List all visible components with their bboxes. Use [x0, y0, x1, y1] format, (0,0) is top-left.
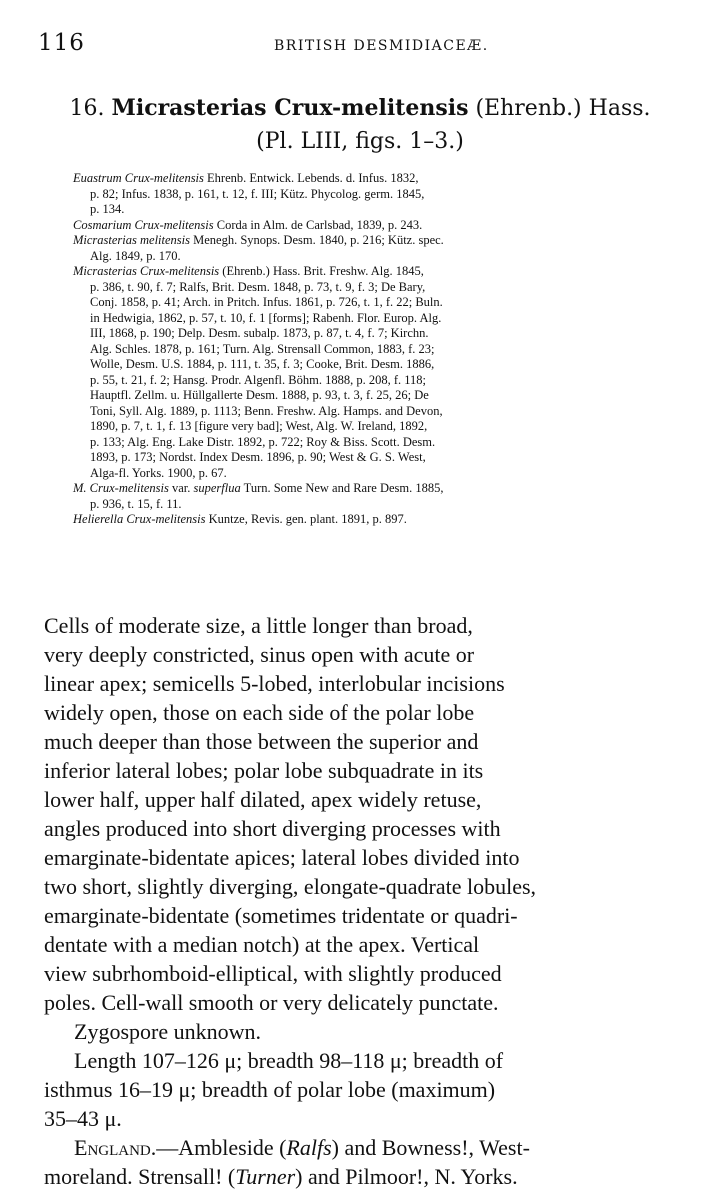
distribution-line-2: moreland. Strensall! (Turner) and Pilmoor!, N. Yorks.	[44, 1164, 518, 1189]
description-line: dentate with a median notch) at the apex. Vertical	[44, 932, 480, 957]
dimensions-line: isthmus 16–19 μ; breadth of polar lobe (maximum)	[44, 1077, 496, 1102]
description-line: inferior lateral lobes; polar lobe subquadrate in its	[44, 758, 484, 783]
dimensions-line: 35–43 μ.	[44, 1106, 122, 1131]
species-number: 16.	[69, 96, 105, 121]
description-line: very deeply constricted, sinus open with acute or	[44, 642, 475, 667]
description	[44, 611, 684, 1191]
synonym-line: Hauptfl. Zellm. u. Hüllgallerte Desm. 1888, p. 93, t. 3, f. 25, 26; De	[90, 388, 429, 402]
synonym-line: 1890, p. 7, t. 1, f. 13 [figure very bad]; West, Alg. W. Ireland, 1892,	[90, 419, 428, 433]
page-number: 116	[38, 30, 85, 56]
dimensions	[44, 1046, 684, 1133]
description-line: lower half, upper half dilated, apex widely retuse,	[44, 787, 482, 812]
species-name: Micrasterias Crux-melitensis	[111, 95, 469, 121]
synonym-taxon: Cosmarium Crux-melitensis	[73, 217, 214, 232]
description-body	[44, 611, 684, 1017]
synonym-taxon: Micrasterias Crux-melitensis	[73, 264, 220, 278]
synonym-line: p. 55, t. 21, f. 2; Hansg. Prodr. Algenfl. Böhm. 1888, p. 208, f. 118;	[90, 372, 426, 387]
synonym-line: Conj. 1858, p. 41; Arch. in Pritch. Infus. 1861, p. 726, t. 1, f. 22; Buln.	[90, 295, 443, 309]
description-line: widely open, those on each side of the polar lobe	[44, 700, 475, 725]
synonymy	[73, 171, 678, 528]
synonym-line: Euastrum Crux-melitensis Ehrenb. Entwick. Lebends. d. Infus. 1832,	[73, 171, 419, 185]
dimensions-line: Length 107–126 μ; breadth 98–118 μ; breadth of	[74, 1048, 504, 1073]
description-line: two short, slightly diverging, elongate-quadrate lobules,	[44, 874, 537, 899]
description-line: poles. Cell-wall smooth or very delicately punctate.	[44, 990, 499, 1015]
description-line: much deeper than those between the superior and	[44, 729, 479, 754]
description-line: emarginate-bidentate (sometimes tridentate or quadri-	[44, 903, 518, 928]
species-title	[40, 92, 680, 158]
synonym-line: Micrasterias melitensis Menegh. Synops. Desm. 1840, p. 216; Kütz. spec.	[73, 233, 444, 247]
distribution-line-1: England.—Ambleside (Ralfs) and Bowness!, West-	[74, 1135, 530, 1160]
synonym-taxon: M. Crux-melitensis	[73, 481, 169, 495]
synonym-line: M. Crux-melitensis var. superflua Turn. Some New and Rare Desm. 1885,	[73, 481, 444, 495]
page-header	[38, 30, 672, 60]
running-head: BRITISH DESMIDIACEÆ.	[274, 38, 489, 54]
description-line: angles produced into short diverging processes with	[44, 816, 501, 841]
synonym-line: Helierella Crux-melitensis Kuntze, Revis. gen. plant. 1891, p. 897.	[73, 512, 407, 526]
synonym-taxon: Euastrum Crux-melitensis	[73, 171, 204, 185]
synonym-line: Cosmarium Crux-melitensis Corda in Alm. de Carlsbad, 1839, p. 243.	[73, 217, 423, 232]
description-line: linear apex; semicells 5-lobed, interlobular incisions	[44, 671, 505, 696]
synonym-line: p. 386, t. 90, f. 7; Ralfs, Brit. Desm. 1848, p. 73, t. 9, f. 3; De Bary,	[90, 279, 426, 294]
synonym-line: Micrasterias Crux-melitensis (Ehrenb.) Hass. Brit. Freshw. Alg. 1845,	[73, 264, 424, 278]
synonym-line: p. 133; Alg. Eng. Lake Distr. 1892, p. 722; Roy & Biss. Scott. Desm.	[90, 434, 436, 449]
description-line: emarginate-bidentate apices; lateral lobes divided into	[44, 845, 520, 870]
synonym-line: Alg. 1849, p. 170.	[90, 248, 181, 263]
synonym-line: III, 1868, p. 190; Delp. Desm. subalp. 1873, p. 87, t. 4, f. 7; Kirchn.	[90, 326, 429, 340]
synonym-line: 1893, p. 173; Nordst. Index Desm. 1896, p. 90; West & G. S. West,	[90, 450, 426, 464]
synonym-line: Wolle, Desm. U.S. 1884, p. 111, t. 35, f. 3; Cooke, Brit. Desm. 1886,	[90, 357, 435, 371]
synonym-line: p. 936, t. 15, f. 11.	[90, 496, 182, 511]
synonym-taxon: Helierella Crux-melitensis	[73, 512, 206, 526]
zygospore-note: Zygospore unknown.	[74, 1019, 261, 1044]
synonym-line: Toni, Syll. Alg. 1889, p. 1113; Benn. Freshw. Alg. Hamps. and Devon,	[90, 403, 443, 418]
plate-reference: (Pl. LIII, figs. 1–3.)	[256, 129, 464, 154]
distribution-region: England.	[74, 1135, 157, 1160]
synonym-line: p. 82; Infus. 1838, p. 161, t. 12, f. III; Kütz. Phycolog. germ. 1845,	[90, 186, 425, 201]
collector-name: Turner	[235, 1164, 296, 1189]
synonym-line: Alga-fl. Yorks. 1900, p. 67.	[90, 465, 227, 480]
collector-name: Ralfs	[286, 1135, 332, 1160]
synonym-line: in Hedwigia, 1862, p. 57, t. 10, f. 1 [forms]; Rabenh. Flor. Europ. Alg.	[90, 310, 442, 325]
description-line: Cells of moderate size, a little longer than broad,	[44, 613, 473, 638]
species-authority: (Ehrenb.) Hass.	[475, 96, 651, 121]
synonym-line: p. 134.	[90, 202, 125, 216]
synonym-taxon: Micrasterias melitensis	[73, 233, 191, 247]
description-line: view subrhomboid-elliptical, with slightly produced	[44, 961, 502, 986]
synonym-line: Alg. Schles. 1878, p. 161; Turn. Alg. Strensall Common, 1883, f. 23;	[90, 341, 435, 356]
